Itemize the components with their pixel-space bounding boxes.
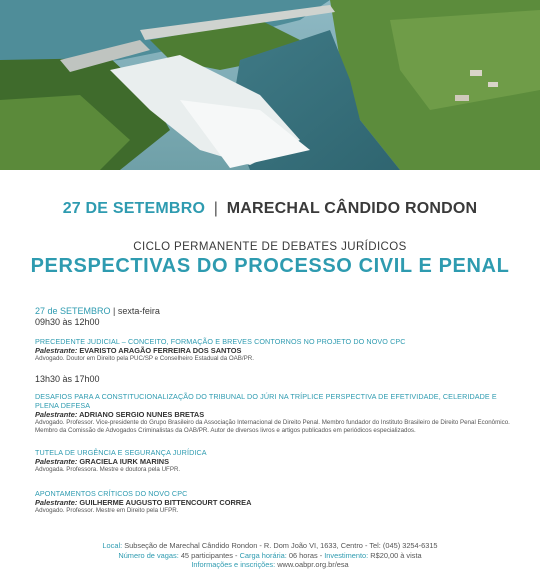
footer-info xyxy=(0,560,540,570)
carga-value: 06 horas xyxy=(288,550,318,560)
date-separator: | xyxy=(213,200,219,217)
vagas-label: Número de vagas: xyxy=(118,550,179,560)
vagas-value: 45 participantes xyxy=(180,550,233,560)
talk-speaker xyxy=(35,346,515,355)
program-day xyxy=(35,306,515,316)
talk-item xyxy=(35,448,515,474)
talk-title: APONTAMENTOS CRÍTICOS DO NOVO CPC xyxy=(35,489,188,498)
speaker-label: Palestrante: xyxy=(35,346,78,355)
program-weekday: sexta-feira xyxy=(117,306,160,316)
afternoon-header xyxy=(35,373,515,384)
event-date: 27 DE SETEMBRO xyxy=(62,200,206,217)
info-label: Informações e inscrições: xyxy=(191,560,276,569)
morning-time: 09h30 às 12h00 xyxy=(35,317,100,327)
afternoon-time: 13h30 às 17h00 xyxy=(35,374,100,384)
location-label: Local: xyxy=(102,541,123,550)
talk-speaker xyxy=(35,410,515,419)
event-city: MARECHAL CÂNDIDO RONDON xyxy=(226,200,478,217)
day-header xyxy=(35,306,515,327)
hero-photo-dam xyxy=(0,0,540,170)
talk-title: DESAFIOS PARA A CONSTITUCIONALIZAÇÃO DO TRIBUNAL DO JÚRI NA TRÍPLICE PERSPECTIVA DE EFETIVIDADE, CELERIDADE E PLENA DEFESA xyxy=(35,392,497,410)
program-day-separator: | xyxy=(113,306,116,316)
speaker-name: GUILHERME AUGUSTO BITTENCOURT CORREA xyxy=(79,498,252,507)
speaker-label: Palestrante: xyxy=(35,457,78,466)
speaker-bio: Advogado. Professor. Vice-presidente do Grupo Brasileiro da Associação Internacional de Direito Penal. Membro fundador do Instituto Brasileiro de Direito Penal Econômico. Membro da Comissão de Advogados Criminalistas da OAB/PR. Autor de diversos livros e artigos publicados em periódicos especializados. xyxy=(35,419,510,434)
footer-details: Número de vagas: 45 participantes - Carga horária: 06 horas - Investimento: R$20,00 à vista xyxy=(118,550,422,560)
speaker-bio: Advogado. Professor. Mestre em Direito pela UFPR. xyxy=(35,507,179,514)
talk-item xyxy=(35,337,515,363)
talk-title: PRECEDENTE JUDICIAL – CONCEITO, FORMAÇÃO E BREVES CONTORNOS NO PROJETO DO NOVO CPC xyxy=(35,337,406,346)
talk-item xyxy=(35,489,515,515)
info-link[interactable]: www.oabpr.org.br/esa xyxy=(277,560,349,569)
speaker-name: EVARISTO ARAGÃO FERREIRA DOS SANTOS xyxy=(79,346,242,355)
carga-label: Carga horária: xyxy=(239,550,287,560)
investimento-value: R$20,00 à vista xyxy=(370,550,422,560)
speaker-label: Palestrante: xyxy=(35,498,78,507)
date-location-heading xyxy=(0,200,540,218)
talk-title: TUTELA DE URGÊNCIA E SEGURANÇA JURÍDICA xyxy=(35,448,207,457)
talk-speaker xyxy=(35,498,515,507)
event-info-footer xyxy=(0,541,540,570)
cycle-subtitle: CICLO PERMANENTE DE DEBATES JURÍDICOS xyxy=(133,241,407,253)
speaker-bio: Advogado. Doutor em Direito pela PUC/SP e Conselheiro Estadual da OAB/PR. xyxy=(35,355,254,362)
speaker-name: ADRIANO SERGIO NUNES BRETAS xyxy=(79,410,205,419)
location-value: Subseção de Marechal Cândido Rondon - R. Dom João VI, 1633, Centro - Tel: (045) 3254-6315 xyxy=(124,541,438,550)
investimento-label: Investimento: xyxy=(324,550,369,560)
talk-item xyxy=(35,392,515,435)
footer-location xyxy=(0,541,540,551)
speaker-label: Palestrante: xyxy=(35,410,78,419)
talk-speaker xyxy=(35,457,515,466)
event-title: PERSPECTIVAS DO PROCESSO CIVIL E PENAL xyxy=(30,255,510,277)
program-day-date: 27 de SETEMBRO xyxy=(35,306,111,316)
speaker-name: GRACIELA IURK MARINS xyxy=(79,457,170,466)
speaker-bio: Advogada. Professora. Mestre e doutora pela UFPR. xyxy=(35,466,181,473)
